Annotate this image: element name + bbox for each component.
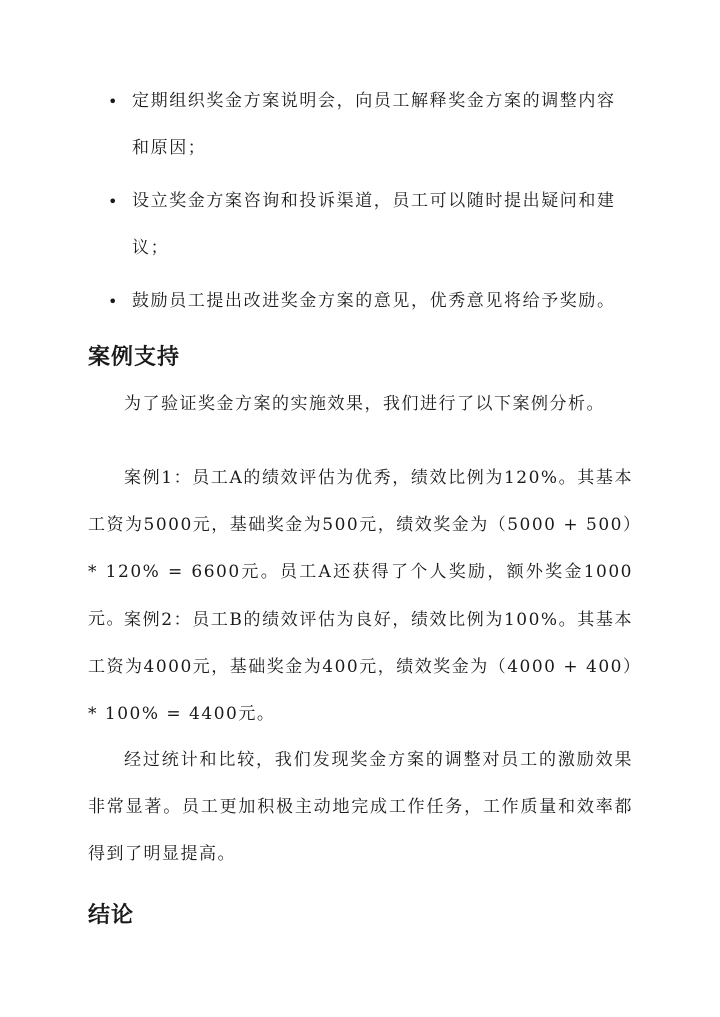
section-heading-conclusion: 结论 [88, 903, 135, 928]
case2-paragraph: 案例2：员工B的绩效评估为良好，绩效比例为100%。其基本工资为4000元，基础奖金为400元，绩效奖金为（4000 + 400）* 100% = 4400元。 [88, 610, 633, 724]
bullet-text: 设立奖金方案咨询和投诉渠道，员工可以随时提出疑问和建议； [132, 191, 616, 258]
bullet-list [0, 78, 720, 331]
bullet-text: 鼓励员工提出改进奖金方案的意见，优秀意见将给予奖励。 [132, 291, 616, 311]
bullet-dot: • [108, 292, 120, 311]
bullet-item [0, 78, 720, 172]
summary-paragraph: 经过统计和比较，我们发现奖金方案的调整对员工的激励效果非常显著。员工更加积极主动地完成工作任务，工作质量和效率都得到了明显提高。 [88, 750, 633, 864]
bullet-dot: • [108, 92, 120, 111]
bullet-item [0, 278, 720, 325]
case-intro-paragraph: 为了验证奖金方案的实施效果，我们进行了以下案例分析。 [124, 394, 605, 414]
bullet-text: 定期组织奖金方案说明会，向员工解释奖金方案的调整内容和原因； [132, 91, 616, 158]
section-heading-case: 案例支持 [88, 345, 181, 370]
case1-paragraph: 案例1：员工A的绩效评估为优秀，绩效比例为120%。其基本工资为5000元，基础奖金为500元，绩效奖金为（5000 + 500）* 120% = 6600元。员工A还获得了个人奖励，额外奖金1000元。 [88, 468, 633, 629]
bullet-dot: • [108, 192, 120, 211]
bullet-item [0, 178, 720, 272]
